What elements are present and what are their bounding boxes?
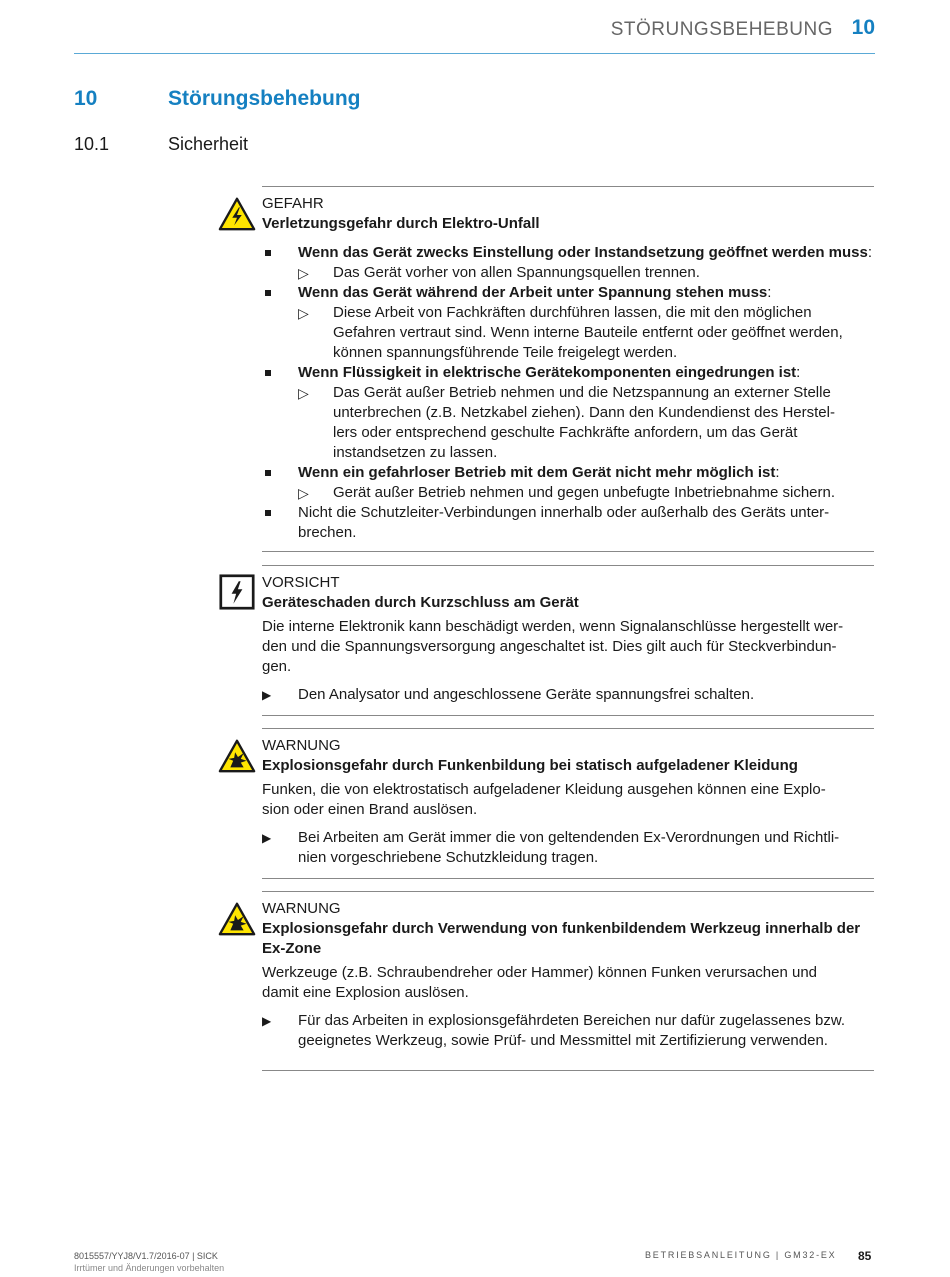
subsection-heading: [74, 134, 674, 155]
section-number: 10: [74, 87, 98, 110]
arrow-bullet-icon: ▶: [262, 688, 272, 702]
footer-disclaimer: Irrtümer und Änderungen vorbehalten: [74, 1263, 225, 1273]
page-number: 85: [858, 1249, 872, 1263]
triangle-bullet-icon: ▷: [298, 305, 309, 321]
section-heading: [74, 87, 674, 111]
header-title: STÖRUNGSBEHEBUNG: [610, 19, 833, 40]
hazard-description: Werkzeuge (z.B. Schraubendreher oder Hammer) können Funken verursachen und damit eine Explosion auslösen.: [262, 964, 818, 1001]
list-item: Nicht die Schutzleiter-Verbindungen innerhalb oder außerhalb des Geräts unter- brechen.: [262, 503, 874, 543]
footer-manual-title: BETRIEBSANLEITUNG | GM32-EX: [645, 1250, 837, 1260]
sub-item: ▷ Gerät außer Betrieb nehmen und gegen unbefugte Inbetriebnahme sichern.: [298, 484, 836, 501]
explosion-hazard-icon: [218, 738, 256, 774]
arrow-bullet-icon: ▶: [262, 831, 272, 845]
warning-box: [262, 891, 874, 1071]
hazard-description: Die interne Elektronik kann beschädigt werden, wenn Signalanschlüsse hergestellt wer- den und die Spannungsversorgung angeschaltet ist. Dies gilt auch für Steckverbindun- gen.: [262, 618, 844, 675]
sub-item: ▷ Diese Arbeit von Fachkräften durchführen lassen, die mit den möglichen Gefahren vertraut sind. Wenn interne Bauteile entfernt oder geöffnet werden, können spannungsführende Teile freigelegt werden.: [298, 304, 843, 361]
signal-word: WARNUNG: [262, 900, 341, 917]
warning-box: [262, 728, 874, 879]
triangle-bullet-icon: ▷: [298, 385, 309, 401]
triangle-bullet-icon: ▷: [298, 265, 309, 281]
triangle-bullet-icon: ▷: [298, 485, 309, 501]
sub-item: ▷ Das Gerät außer Betrieb nehmen und die Netzspannung an externer Stelle unterbrechen (z.B. Netzkabel ziehen). Dann den Kundendienst des Herstel- lers oder entsprechend geschulte Fachkräfte anfordern, um das Gerät instandsetzen zu lassen.: [298, 384, 835, 461]
hazard-subtitle: Explosionsgefahr durch Verwendung von funkenbildendem Werkzeug innerhalb der Ex-Zone: [262, 920, 861, 957]
hazard-subtitle: Geräteschaden durch Kurzschluss am Gerät: [262, 594, 579, 611]
page-header: [74, 16, 875, 54]
subsection-number: 10.1: [74, 134, 110, 154]
footer-left: [74, 1250, 224, 1274]
footer-doc-id: 8015557/YYJ8/V1.7/2016-07 | SICK: [74, 1251, 218, 1261]
hazard-subtitle: Verletzungsgefahr durch Elektro-Unfall: [262, 215, 540, 232]
list-item: Wenn das Gerät während der Arbeit unter Spannung stehen muss:: [262, 283, 874, 303]
signal-word: WARNUNG: [262, 737, 341, 754]
explosion-hazard-icon: [218, 901, 256, 937]
action-step: ▶ Bei Arbeiten am Gerät immer die von geltendenden Ex-Verordnungen und Richtli- nien vorgeschriebene Schutzkleidung tragen.: [262, 829, 840, 866]
subsection-title: Sicherheit: [168, 134, 249, 154]
sub-item: ▷ Das Gerät vorher von allen Spannungsquellen trennen.: [298, 264, 700, 281]
arrow-bullet-icon: ▶: [262, 1014, 272, 1028]
caution-box: [262, 565, 874, 716]
electric-hazard-icon: [218, 196, 256, 232]
signal-word: VORSICHT: [262, 574, 340, 591]
header-chapter-number: 10: [851, 16, 875, 39]
signal-word: GEFAHR: [262, 195, 324, 212]
hazard-description: Funken, die von elektrostatisch aufgeladener Kleidung ausgehen können eine Explo- sion oder einen Brand auslösen.: [262, 781, 826, 818]
list-item: Wenn Flüssigkeit in elektrische Gerätekomponenten eingedrungen ist:: [262, 363, 874, 383]
hazard-subtitle: Explosionsgefahr durch Funkenbildung bei statisch aufgeladener Kleidung: [262, 757, 798, 774]
list-item: Wenn ein gefahrloser Betrieb mit dem Gerät nicht mehr möglich ist:: [262, 463, 874, 483]
hazard-list: [262, 243, 874, 543]
list-item: Wenn das Gerät zwecks Einstellung oder Instandsetzung geöffnet werden muss:: [262, 243, 874, 263]
danger-box: [262, 186, 874, 552]
section-title: Störungsbehebung: [168, 87, 361, 110]
action-step: ▶ Für das Arbeiten in explosionsgefährdeten Bereichen nur dafür zugelassenes bzw. geeignetes Werkzeug, sowie Prüf- und Messmittel mit Zertifizierung verwenden.: [262, 1012, 846, 1049]
action-step: ▶ Den Analysator und angeschlossene Geräte spannungsfrei schalten.: [262, 686, 755, 703]
lightning-icon: [219, 574, 255, 610]
